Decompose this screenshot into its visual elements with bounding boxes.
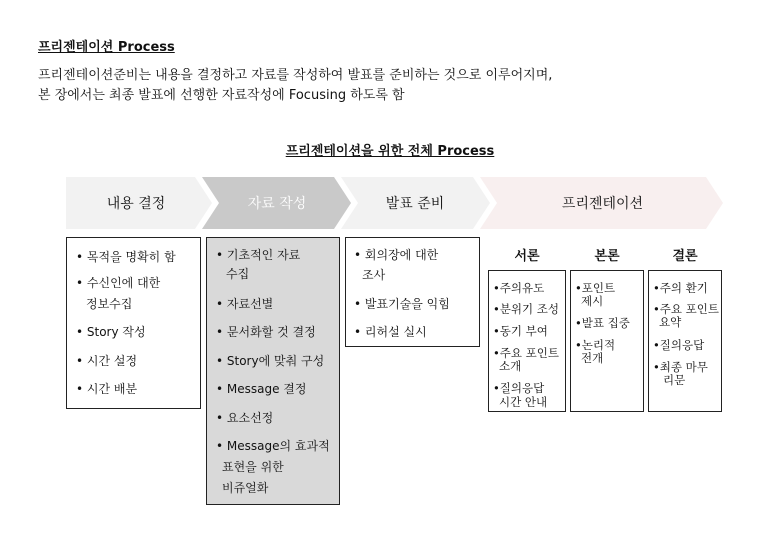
step-label-1: 내용 결정	[106, 196, 166, 212]
col1-item: • 목적을 명확히 함	[76, 250, 176, 264]
col3-item: • 발표기술을 익힘	[354, 297, 450, 311]
conclusion-item: •질의응답	[653, 338, 705, 352]
body-item: 제시	[581, 294, 604, 308]
body-item: •논리적	[575, 338, 616, 352]
conclusion-section-heading: 결론	[672, 249, 698, 264]
col3-item: • 회의장에 대한	[354, 248, 439, 262]
step-label-4: 프리젠테이션	[561, 196, 644, 212]
intro-item: •질의응답	[493, 381, 545, 395]
col1-item: • 수신인에 대한	[76, 276, 161, 290]
col2-item: • Story에 맞춰 구성	[216, 354, 325, 368]
process-subtitle: 프리젠테이션을 위한 전체 Process	[285, 144, 495, 159]
col2-item: • Message 결정	[216, 382, 307, 396]
body-section-heading: 본론	[594, 249, 620, 264]
conclusion-item: •주의 환기	[653, 281, 708, 295]
col2-item: • 요소선정	[216, 411, 274, 425]
col2-item: • 기초적인 자료	[216, 248, 301, 262]
step-label-2: 자료 작성	[247, 196, 307, 212]
intro-line-2: 본 장에서는 최종 발표에 선행한 자료작성에 Focusing 하도록 함	[38, 88, 405, 103]
body-item: •포인트	[575, 281, 616, 295]
conclusion-item: •주요 포인트	[653, 302, 719, 316]
intro-line-1: 프리젠테이션준비는 내용을 결정하고 자료를 작성하여 발표를 준비하는 것으로 이루어지며,	[38, 68, 553, 83]
conclusion-item: 요약	[659, 315, 682, 329]
col1-item: • 시간 배분	[76, 382, 138, 396]
col3-item: 조사	[362, 268, 386, 282]
col1-item: • 시간 설정	[76, 354, 138, 368]
col2-item: 표현을 위한	[222, 460, 284, 474]
page-title: 프리젠테이션 Process	[38, 40, 175, 55]
intro-item: •주의유도	[493, 281, 545, 295]
body-item: 전개	[581, 351, 604, 365]
col2-item: 비쥬얼화	[222, 481, 269, 495]
intro-section-heading: 서론	[514, 249, 540, 264]
step-label-3: 발표 준비	[385, 196, 445, 212]
col2-item: 수집	[226, 267, 250, 281]
intro-item: •주요 포인트	[493, 346, 559, 360]
intro-item: •동기 부여	[493, 324, 548, 338]
col2-item: • Message의 효과적	[216, 439, 330, 453]
conclusion-item: •최종 마무	[653, 360, 708, 374]
body-item: •발표 집중	[575, 316, 630, 330]
conclusion-item: 리문	[663, 373, 686, 387]
col2-item: • 자료선별	[216, 297, 274, 311]
col2-item: • 문서화할 것 결정	[216, 325, 316, 339]
intro-item: •분위기 조성	[493, 302, 559, 316]
col1-item: • Story 작성	[76, 325, 146, 339]
intro-item: 시간 안내	[499, 395, 548, 409]
col3-item: • 리허설 실시	[354, 325, 427, 339]
intro-item: 소개	[499, 359, 522, 373]
col1-item: 정보수집	[86, 297, 133, 311]
